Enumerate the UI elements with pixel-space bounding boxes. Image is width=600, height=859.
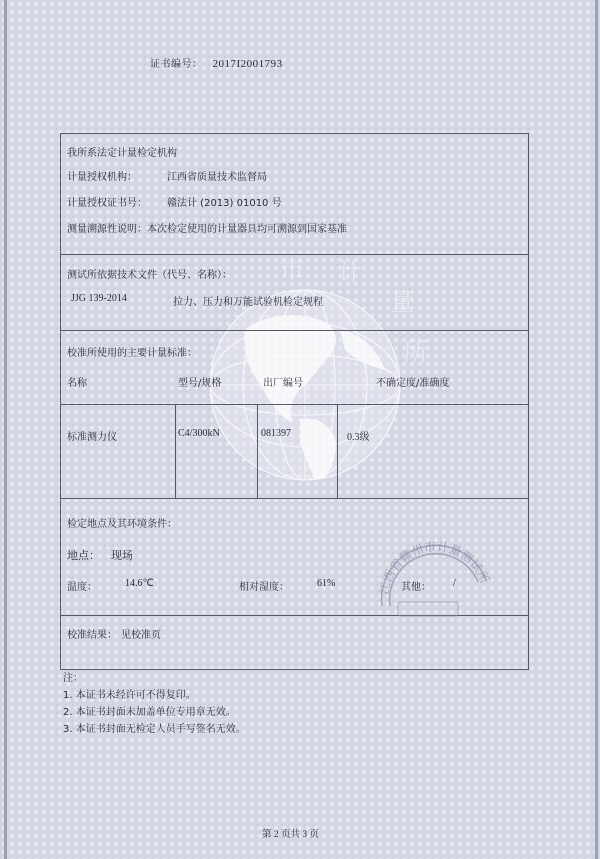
page-number: 第 2 页共 3 页 [262, 830, 320, 840]
notes [63, 670, 246, 738]
column-serial: 出厂编号 [263, 378, 303, 389]
standard-name: 标准测力仪 [67, 432, 117, 443]
note-item: 3. 本证书封面无检定人员手写签名无效。 [63, 724, 246, 735]
column-model: 型号/规格 [178, 378, 222, 389]
basis-code: JJG 139-2014 [71, 293, 127, 304]
basis-name: 拉力、压力和万能试验机检定规程 [173, 297, 323, 308]
location-value: 现场 [111, 549, 133, 562]
institution-heading: 我所系法定计量检定机构 [67, 148, 177, 159]
table-col-divider [337, 404, 338, 498]
certificate-number-label: 证书编号： [150, 59, 203, 70]
section-divider [61, 498, 528, 499]
section-divider [61, 330, 528, 331]
auth-org-label: 计量授权机构： [67, 172, 137, 183]
other-label: 其他： [401, 582, 431, 593]
humidity-label: 相对湿度： [239, 582, 289, 593]
temperature-value: 14.6℃ [125, 578, 154, 589]
column-name: 名称 [67, 378, 87, 389]
result-label: 校准结果： [67, 630, 117, 641]
watermark-char: 计 [338, 260, 362, 286]
watermark-char: 量 [390, 290, 414, 316]
auth-org-value: 江西省质量技术监督局 [167, 172, 267, 183]
traceability-note: 测量溯源性说明：本次检定使用的计量器具均可溯源到国家基准 [67, 224, 347, 235]
auth-cert-value: 赣法计 (2013) 01010 号 [167, 198, 282, 209]
seal-text: 江西省赣州市计量测试所 [376, 539, 492, 596]
watermark-char: 所 [404, 340, 428, 366]
watermark-char: 市 [280, 258, 304, 284]
temperature-label: 温度： [67, 582, 97, 593]
auth-cert-label: 计量授权证书号： [67, 198, 147, 209]
location-label: 地点： [67, 549, 100, 562]
table-col-divider [257, 404, 258, 498]
note-item: 1. 本证书未经许可不得复印。 [63, 690, 196, 701]
standards-heading: 校准所使用的主要计量标准： [67, 348, 197, 359]
certificate-number-value: 2017I2001793 [212, 58, 283, 70]
section-divider [61, 254, 528, 255]
standard-serial: 081397 [261, 428, 291, 439]
seal-stamp-icon [368, 520, 498, 638]
page-edge-right [595, 0, 598, 859]
environment-heading: 检定地点及其环境条件： [67, 519, 177, 530]
other-value: / [453, 578, 456, 589]
standard-model: C4/300kN [178, 428, 220, 439]
standard-accuracy: 0.3级 [347, 432, 370, 443]
basis-heading: 测试所依据技术文件（代号、名称）： [67, 270, 232, 281]
column-accuracy: 不确定度/准确度 [376, 378, 450, 389]
table-col-divider [175, 404, 176, 498]
page-edge-left [4, 0, 7, 859]
notes-heading: 注： [63, 673, 83, 684]
humidity-value: 61% [317, 578, 336, 589]
result-value: 见校准页 [121, 630, 161, 641]
table-row-divider [61, 404, 528, 405]
certificate-number [150, 55, 283, 70]
note-item: 2. 本证书封面未加盖单位专用章无效。 [63, 707, 236, 718]
